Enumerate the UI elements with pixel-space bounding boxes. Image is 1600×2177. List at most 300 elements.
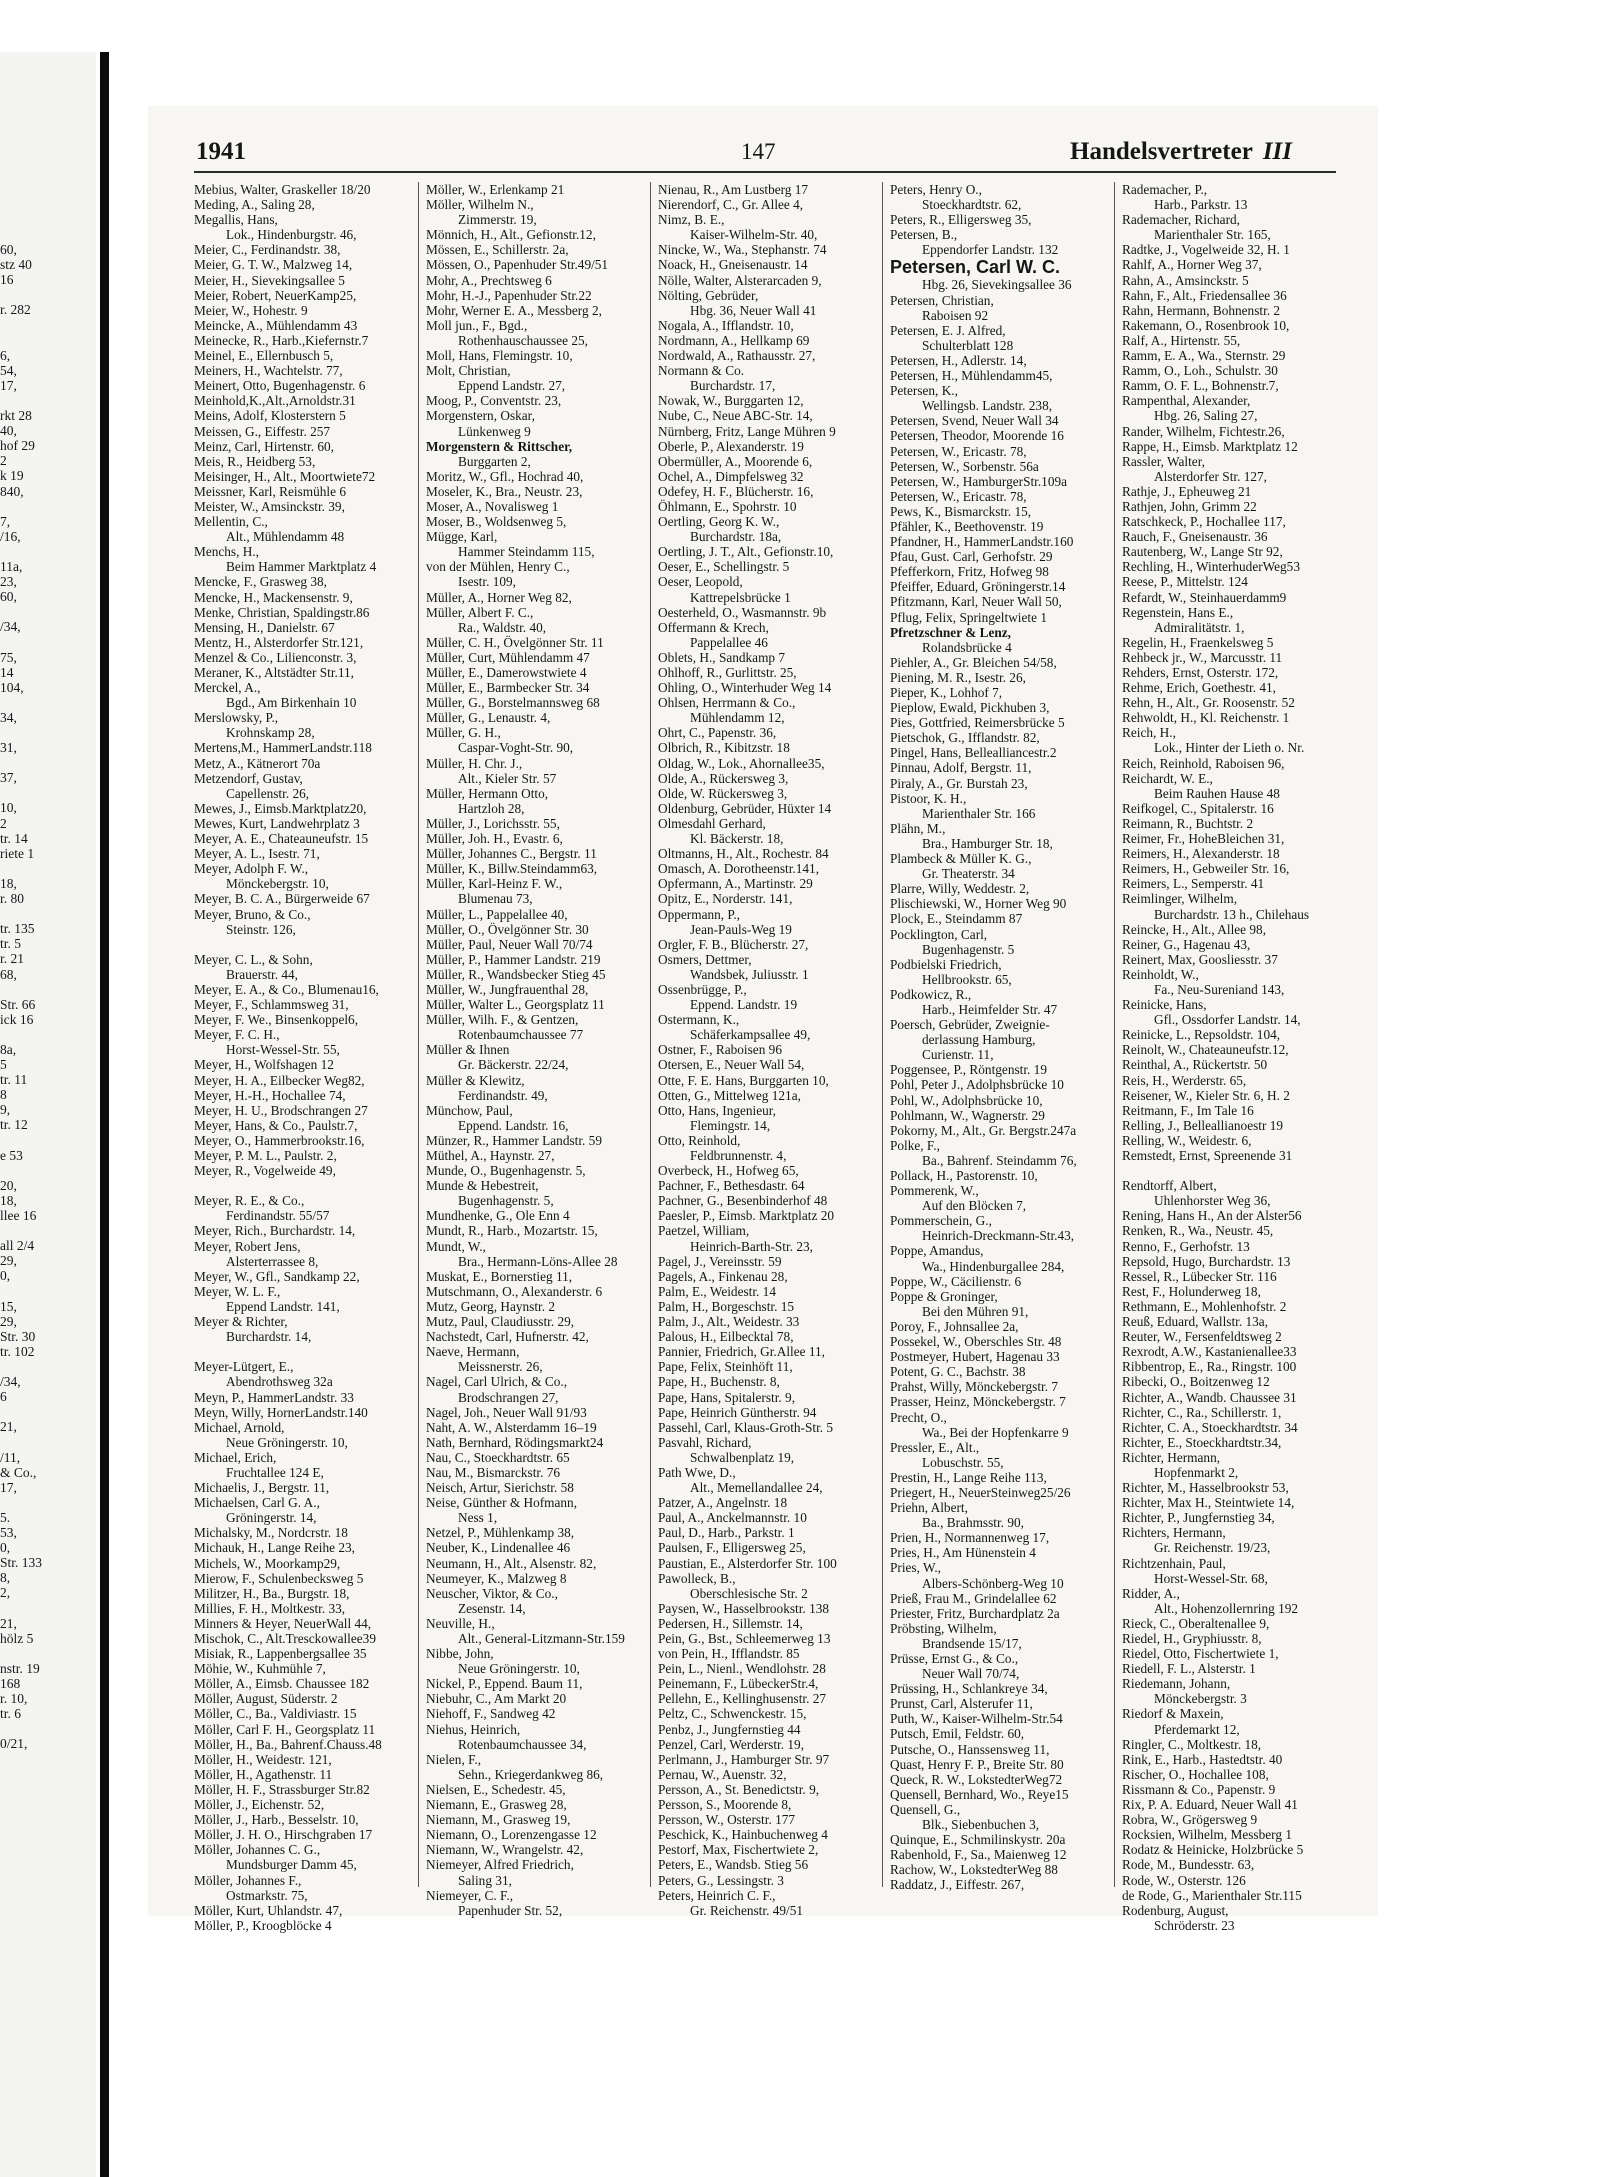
listing-entry: Müller, Walter L., Georgsplatz 11 [426,997,605,1013]
listing-continuation: Fruchtallee 124 E, [226,1464,324,1480]
listing-entry: Rampenthal, Alexander, [1122,393,1251,409]
listing-entry: Reich, H., [1122,725,1176,741]
listing-entry: Ridder, A., [1122,1585,1180,1601]
listing-entry: Mewes, J., Eimsb.Marktplatz20, [194,800,367,816]
facing-page-fragment [0,695,24,710]
listing-entry: Nielsen, E., Schedestr. 45, [426,1781,566,1797]
listing-continuation: Gr. Reichenstr. 19/23, [1154,1540,1271,1556]
listing-entry: Moll jun., F., Bgd., [426,317,528,333]
listing-entry: Möller, W., Erlenkamp 21 [426,182,565,197]
facing-page-fragment: tr. 135 [0,921,35,937]
listing-entry: Niemann, E., Grasweg 28, [426,1797,567,1813]
listing-entry: Reitmann, F., Im Tale 16 [1122,1102,1254,1118]
listing-entry: Prüssing, H., Schlankreye 34, [890,1681,1048,1697]
listing-entry: Reincke, H., Alt., Allee 98, [1122,921,1267,937]
listing-continuation: Abendrothsweg 32a [226,1374,333,1390]
listing-continuation: Lok., Hindenburgstr. 46, [226,227,357,243]
column-divider [882,182,883,1887]
listing-continuation: Blk., Siebenbuchen 3, [922,1817,1040,1833]
listing-entry: Meyer, R., Vogelweide 49, [194,1163,336,1179]
listing-entry: Ohling, O., Winterhuder Weg 14 [658,680,832,696]
facing-page-fragment: 2 [0,453,7,469]
listing-entry: Priehn, Albert, [890,1500,968,1516]
listing-continuation: Gröningerstr. 14, [226,1510,317,1526]
listing-entry: Reis, H., Werderstr. 65, [1122,1072,1247,1088]
listing-entry: Petersen, K., [890,383,958,399]
listing-entry: Putsch, Emil, Feldstr. 60, [890,1726,1025,1742]
facing-page-fragment [0,1495,24,1510]
listing-continuation: Rotenbaumchaussee 77 [458,1027,584,1043]
listing-continuation: Rotenbaumchaussee 34, [458,1736,587,1752]
listing-entry: Renken, R., Wa., Neustr. 45, [1122,1223,1274,1239]
listing-entry: Rahn, F., Alt., Friedensallee 36 [1122,287,1287,303]
listing-entry: Palm, E., Weidestr. 14 [658,1283,776,1299]
listing-entry: Obermüller, A., Moorende 6, [658,453,813,469]
listing-entry: Opitz, E., Norderstr. 141, [658,891,793,907]
facing-page-fragment: hölz 5 [0,1630,34,1646]
listing-continuation: Wa., Hindenburgallee 284, [922,1258,1065,1274]
listing-entry: Nagel, Joh., Neuer Wall 91/93 [426,1404,587,1420]
facing-page-fragment: & Co., [0,1464,37,1480]
listing-continuation: Wandsbek, Juliusstr. 1 [690,966,809,982]
listing-entry: Meinel, E., Ellernbusch 5, [194,348,334,364]
listing-continuation: Burggarten 2, [458,453,531,469]
listing-entry: Palous, H., Eilbecktal 78, [658,1329,794,1345]
listing-continuation: Flemingstr. 14, [690,1117,771,1133]
listing-entry: Möller, J., Eichenstr. 52, [194,1797,325,1813]
listing-entry: Mutz, Georg, Haynstr. 2 [426,1298,556,1314]
facing-page-fragment: Str. 66 [0,996,36,1012]
listing-entry: Nölle, Walter, Alsterarcaden 9, [658,272,822,288]
listing-entry: Petersen, B., [890,227,958,243]
listing-entry: Rethmann, E., Mohlenhofstr. 2 [1122,1298,1287,1314]
listing-entry: Paysen, W., Hasselbrookstr. 138 [658,1600,830,1616]
volume-number: III [1262,138,1292,165]
listing-entry: Richter, E., Stoeckhardtstr.34, [1122,1434,1282,1450]
listing-entry: Penbz, J., Jungfernstieg 44 [658,1721,801,1737]
listing-entry: Petersen, Theodor, Moorende 16 [890,428,1064,444]
facing-page-fragment: 15, [0,1298,17,1314]
listing-entry: Rischer, O., Hochallee 108, [1122,1766,1269,1782]
listing-entry: Pernau, W., Auenstr. 32, [658,1766,787,1782]
listing-entry: Prunst, Carl, Alsterufer 11, [890,1696,1033,1712]
listing-entry: Noack, H., Gneisenaustr. 14 [658,257,808,273]
listing-continuation: Bra., Hermann-Löns-Allee 28 [458,1253,618,1269]
listing-entry: Pokorny, M., Alt., Gr. Bergstr.247a [890,1122,1077,1138]
listing-entry: Nogala, A., Ifflandstr. 10, [658,317,794,333]
listing-entry: Oblets, H., Sandkamp 7 [658,649,786,665]
listing-entry: Poggensee, P., Röntgenstr. 19 [890,1062,1047,1078]
listing-entry: Ribbentrop, E., Ra., Ringstr. 100 [1122,1359,1297,1375]
facing-page-fragment: 17, [0,377,17,393]
listing-entry: Quensell, G., [890,1801,961,1817]
listing-entry: Peltz, C., Schwenckestr. 15, [658,1706,807,1722]
listing-entry: Reimer, Fr., HoheBleichen 31, [1122,831,1285,847]
listing-entry: Nau, M., Bismarckstr. 76 [426,1464,561,1480]
listing-continuation: Isestr. 109, [458,574,516,590]
listing-entry: Polke, F., [890,1137,940,1153]
listing-continuation: Curienstr. 11, [922,1047,994,1063]
listing-entry: Pachner, G., Besenbinderhof 48 [658,1193,828,1209]
listing-continuation: Kaiser-Wilhelm-Str. 40, [690,227,818,243]
listing-entry: Piening, M. R., Isestr. 26, [890,669,1026,685]
facing-page-fragment: 2, [0,1585,11,1601]
facing-page-fragment: 37, [0,770,17,786]
facing-page-fragment [0,1283,24,1298]
listing-entry: Pinnau, Adolf, Bergstr. 11, [890,760,1032,776]
facing-page-fragment [0,725,24,740]
listing-continuation: Steinstr. 126, [226,921,296,937]
listing-entry: Münzer, R., Hammer Landstr. 59 [426,1132,602,1148]
listing-entry: Plambeck & Müller K. G., [890,851,1032,867]
listing-entry: Möller, A., Eimsb. Chaussee 182 [194,1676,370,1692]
listing-entry: Menzel & Co., Lilienconstr. 3, [194,649,357,665]
listing-entry: Möller, P., Kroogblöcke 4 [194,1917,332,1933]
listing-entry: Michalsky, M., Nordcrstr. 18 [194,1525,348,1541]
listing-entry: Pfefferkorn, Fritz, Hofweg 98 [890,564,1049,580]
facing-page-fragment: 0/21, [0,1736,28,1752]
listing-entry: Michael, Arnold, [194,1419,285,1435]
listing-entry: Ribecki, O., Boitzenweg 12 [1122,1374,1270,1390]
listing-continuation: Pferdemarkt 12, [1154,1721,1240,1737]
listing-entry: Mohr, A., Prechtsweg 6 [426,272,552,288]
listing-entry: Riedel, H., Gryphiusstr. 8, [1122,1631,1262,1646]
listing-entry: Quensell, Bernhard, Wo., Reye15 [890,1786,1069,1802]
listing-continuation: Fa., Neu-Sureniand 143, [1154,981,1285,997]
listing-entry: Meis, R., Heidberg 53, [194,453,316,469]
listing-entry: Müller, L., Pappelallee 40, [426,906,568,922]
listing-continuation: Kl. Bäckerstr. 18, [690,831,784,847]
facing-page-fragment [0,1359,24,1374]
listing-entry: Rachow, W., LokstedterWeg 88 [890,1862,1058,1878]
facing-page-fragment: riete 1 [0,845,35,861]
listing-entry: Oeser, Leopold, [658,574,743,590]
listing-entry: Merslowsky, P., [194,710,279,726]
listing-entry: Pohlmann, W., Wagnerstr. 29 [890,1107,1045,1123]
listing-entry: Mierow, F., Schulenbecksweg 5 [194,1570,364,1586]
listing-entry: Nagel, Carl Ulrich, & Co., [426,1374,568,1390]
listing-entry: Ramm, O. F. L., Bohnenstr.7, [1122,378,1279,394]
listing-entry: Pocklington, Carl, [890,926,988,942]
listing-entry: Münchow, Paul, [426,1102,513,1118]
listing-entry: Pohl, W., Adolphsbrücke 10, [890,1092,1043,1108]
listing-entry: Peters, Heinrich C. F., [658,1887,776,1903]
listing-entry: Pommerenk, W., [890,1183,979,1199]
listing-entry: Palm, J., Alt., Weidestr. 33 [658,1314,800,1330]
listing-continuation: Admiralitätstr. 1, [1154,619,1245,635]
listing-entry: Reese, P., Mittelstr. 124 [1122,574,1248,590]
listing-entry: Olbrich, R., Kibitzstr. 18 [658,740,790,756]
listing-entry: Müller, W., Jungfrauenthal 28, [426,981,589,997]
listing-entry: Ramm, E. A., Wa., Sternstr. 29 [1122,348,1286,364]
listing-entry: Nordwald, A., Rathausstr. 27, [658,348,816,364]
listing-entry: Rakemann, O., Rosenbrook 10, [1122,317,1290,333]
listing-continuation: Ostmarkstr. 75, [226,1887,308,1903]
listing-entry: Reinicke, L., Repsoldstr. 104, [1122,1027,1281,1043]
facing-page-fragment [0,1434,24,1449]
listing-entry: Müller, A., Horner Weg 82, [426,589,572,605]
listing-entry: Richtzenhain, Paul, [1122,1555,1226,1571]
listing-entry: Piehler, A., Gr. Bleichen 54/58, [890,654,1057,670]
listing-entry: Relling, W., Weidestr. 6, [1122,1132,1252,1148]
listing-entry: Niehus, Heinrich, [426,1721,521,1737]
listing-continuation: Bra., Hamburger Str. 18, [922,835,1053,851]
listing-entry: Möller, H. F., Strassburger Str.82 [194,1781,370,1797]
listing-entry: Pröbsting, Wilhelm, [890,1620,997,1636]
listing-entry: Rehwoldt, H., Kl. Reichenstr. 1 [1122,710,1290,726]
listing-entry: Peters, R., Elligersweg 35, [890,212,1032,228]
listing-continuation: Beim Rauhen Hause 48 [1154,785,1280,801]
listing-entry: Pflug, Felix, Springeltwiete 1 [890,609,1047,625]
listing-entry: von Pein, H., Ifflandstr. 85 [658,1646,800,1662]
listing-entry: Michels, W., Moorkamp29, [194,1555,341,1571]
facing-page-fragment: Str. 30 [0,1328,36,1344]
listing-entry: Meyer, O., Hammerbrookstr.16, [194,1132,365,1148]
listing-continuation: Lok., Hinter der Lieth o. Nr. [1154,740,1305,756]
listing-entry: Mutschmann, O., Alexanderstr. 6 [426,1283,603,1299]
listing-entry: Queck, R. W., LokstedterWeg72 [890,1771,1063,1787]
facing-page-fragment: tr. 12 [0,1117,28,1133]
listing-entry: Neisch, Artur, Sierichstr. 58 [426,1480,574,1496]
facing-page-fragment [0,499,24,514]
facing-page-fragment [0,544,24,559]
listing-entry: Niebuhr, C., Am Markt 20 [426,1691,567,1707]
listing-entry: Pape, Felix, Steinhöft 11, [658,1359,793,1375]
facing-page-fragment: 6 [0,1389,7,1405]
listing-entry: Megallis, Hans, [194,212,278,228]
listing-entry: Paesler, P., Eimsb. Marktplatz 20 [658,1208,834,1224]
listing-entry: Regelin, H., Fraenkelsweg 5 [1122,634,1274,650]
listing-entry: Nordmann, A., Hellkamp 69 [658,332,810,348]
facing-page-fragment: 60, [0,589,17,605]
listing-entry: Munde, O., Bugenhagenstr. 5, [426,1163,586,1179]
listing-entry: Meinz, Carl, Hirtenstr. 60, [194,438,334,454]
listing-continuation: Uhlenhorster Weg 36, [1154,1193,1271,1209]
listing-entry: Reinthal, A., Rückertstr. 50 [1122,1057,1268,1073]
facing-page-fragment: llee 16 [0,1208,37,1223]
listing-continuation: Alsterdorfer Str. 127, [1154,468,1268,484]
header-year: 1941 [196,138,246,165]
listing-entry: Richter, C. A., Stoeckhardtstr. 34 [1122,1419,1298,1435]
listing-entry: Poppe, W., Cäcilienstr. 6 [890,1273,1022,1289]
listing-entry: Ohlhoff, R., Gurlittstr. 25, [658,665,797,680]
listing-entry: Pieper, K., Lohhof 7, [890,685,1003,700]
listing-entry: Raddatz, J., Eiffestr. 267, [890,1877,1025,1893]
listing-entry: Müller, Johannes C., Bergstr. 11 [426,846,597,862]
facing-page-fragment [0,1721,24,1736]
listing-entry: Richter, A., Wandb. Chaussee 31 [1122,1389,1297,1405]
listing-continuation: Hammer Steindamm 115, [458,544,595,560]
facing-page-fragment: 10, [0,800,17,816]
listing-entry: Möller, Wilhelm N., [426,197,534,213]
listing-entry: Reinicke, Hans, [1122,997,1207,1013]
listing-entry: Riedorf & Maxein, [1122,1706,1224,1722]
listing-entry: Meyer, Robert Jens, [194,1238,301,1254]
listing-entry: Repsold, Hugo, Burchardstr. 13 [1122,1253,1291,1269]
facing-page-fragment: 0, [0,1268,11,1284]
listing-entry: Remstedt, Ernst, Spreenende 31 [1122,1148,1293,1163]
listing-entry: Pachner, F., Bethesdastr. 64 [658,1178,805,1194]
listing-entry: Rappe, H., Eimsb. Marktplatz 12 [1122,438,1298,454]
listing-continuation: Gr. Bäckerstr. 22/24, [458,1057,569,1073]
listing-entry: Plarre, Willy, Weddestr. 2, [890,881,1030,897]
listing-continuation: Alt., Mühlendamm 48 [226,529,345,545]
directory-column-3 [658,182,876,1918]
listing-entry: Ohlsen, Herrmann & Co., [658,695,796,711]
listing-entry: Merckel, A., [194,680,261,696]
section-title [1070,138,1292,166]
facing-page-fragment: tr. 11 [0,1072,28,1088]
listing-entry: Pellehn, E., Kellinghusenstr. 27 [658,1691,827,1707]
listing-entry: Pietschok, G., Ifflandstr. 82, [890,730,1040,746]
facing-page-fragment [0,1223,24,1238]
listing-entry: Riedemann, Johann, [1122,1676,1231,1692]
listing-entry: Petersen, W., Sorbenstr. 56a [890,458,1039,474]
listing-continuation: Auf den Blöcken 7, [922,1198,1027,1214]
listing-entry: Mewes, Kurt, Landwehrplatz 3 [194,815,360,831]
listing-entry: Meier, C., Ferdinandstr. 38, [194,242,341,258]
listing-continuation: Ba., Brahmsstr. 90, [922,1515,1024,1531]
listing-entry: Möller, Johannes F., [194,1872,302,1888]
listing-entry: Pfau, Gust. Carl, Gerhofstr. 29 [890,549,1053,565]
listing-continuation: Ferdinandstr. 49, [458,1087,548,1103]
listing-entry: Precht, O., [890,1409,947,1425]
listing-entry: Pein, L., Nienl., Wendlohstr. 28 [658,1661,826,1677]
listing-entry: Reifkogel, C., Spitalerstr. 16 [1122,800,1274,816]
listing-entry: Pestorf, Max, Fischertwiete 2, [658,1842,819,1858]
facing-page-fragment [0,785,24,800]
listing-entry: Rexrodt, A.W., Kastanienallee33 [1122,1344,1297,1360]
listing-entry: Poroy, F., Johnsallee 2a, [890,1318,1019,1334]
listing-entry: Mertens,M., HammerLandstr.118 [194,740,372,756]
listing-entry: Möller, Carl F. H., Georgsplatz 11 [194,1721,376,1737]
listing-entry: Mencke, F., Grasweg 38, [194,574,327,590]
listing-continuation: Hbg. 36, Neuer Wall 41 [690,302,817,318]
listing-entry: Ostner, F., Raboisen 96 [658,1042,782,1058]
listing-continuation: Mühlendamm 12, [690,710,785,726]
listing-continuation: Hopfenmarkt 2, [1154,1464,1239,1480]
listing-entry: Poersch, Gebrüder, Zweignie- [890,1017,1050,1033]
listing-entry: Meyer, H., Wolfshagen 12 [194,1057,334,1073]
listing-entry: Meyer, H. A., Eilbecker Weg82, [194,1072,365,1088]
listing-entry: Pape, H., Buchenstr. 8, [658,1374,780,1390]
listing-entry: Prüsse, Ernst G., & Co., [890,1651,1019,1666]
listing-continuation: Horst-Wessel-Str. 55, [226,1042,340,1058]
listing-entry: Reimers, H., Alexanderstr. 18 [1122,846,1280,862]
facing-page-fragment: 18, [0,1192,17,1208]
listing-entry: Passehl, Carl, Klaus-Groth-Str. 5 [658,1419,834,1435]
facing-page-fragment: 68, [0,966,17,982]
listing-entry: Ressel, R., Lübecker Str. 116 [1122,1268,1277,1284]
listing-entry: Richters, Hermann, [1122,1525,1226,1541]
facing-page-fragment: 17, [0,1479,17,1495]
listing-entry: Pollack, H., Pastorenstr. 10, [890,1168,1038,1183]
listing-entry: Poppe & Groninger, [890,1288,998,1304]
listing-entry: Möller, C., Ba., Valdiviastr. 15 [194,1706,357,1722]
listing-entry: Niemann, W., Wrangelstr. 42, [426,1842,584,1858]
facing-page-fragment: 18, [0,875,17,891]
listing-entry: Pries, H., Am Hünenstein 4 [890,1545,1036,1561]
listing-continuation: Eppendorfer Landstr. 132 [922,242,1059,258]
listing-continuation: Blumenau 73, [458,891,533,907]
listing-entry: Meyn, Willy, HornerLandstr.140 [194,1404,368,1420]
facing-page-fragment [0,333,24,348]
listing-entry: Paetzel, William, [658,1223,750,1239]
listing-entry: Peinemann, F., LübeckerStr.4, [658,1676,819,1692]
listing-entry: Richter, P., Jungfernstieg 34, [1122,1510,1275,1526]
listing-entry: Pingel, Hans, Bellealliancestr.2 [890,745,1057,761]
facing-page-fragment: 14 [0,664,14,680]
listing-entry: Pape, Heinrich Güntherstr. 94 [658,1404,817,1420]
listing-entry: Müller, Wilh. F., & Gentzen, [426,1012,579,1028]
facing-page-fragment [0,1600,24,1615]
facing-page-fragment: k 19 [0,468,24,484]
listing-entry: Meyer, H. U., Brodschrangen 27 [194,1102,368,1118]
listing-entry: Moser, B., Woldsenweg 5, [426,514,567,530]
listing-continuation: Alt., Kieler Str. 57 [458,770,557,786]
listing-entry: Meyer, R. E., & Co., [194,1193,305,1209]
listing-continuation: Zimmerstr. 19, [458,212,537,228]
listing-entry: Ramm, O., Loh., Schulstr. 30 [1122,363,1278,379]
listing-entry: Oberle, P., Alexanderstr. 19 [658,438,804,454]
facing-page-fragment: 75, [0,649,17,665]
listing-entry: Mebius, Walter, Graskeller 18/20 [194,182,371,197]
listing-entry: Meyer, F., Schlammsweg 31, [194,997,349,1013]
listing-entry: Patzer, A., Angelnstr. 18 [658,1495,788,1511]
listing-entry: Neumeyer, K., Malzweg 8 [426,1570,567,1586]
listing-entry: Otten, G., Mittelweg 121a, [658,1087,801,1103]
listing-entry: Möller, H., Weidestr. 121, [194,1751,332,1767]
listing-entry: Meiners, H., Wachtelstr. 77, [194,363,343,379]
facing-page-fragment: 40, [0,423,17,439]
listing-entry: Plock, E., Steindamm 87 [890,911,1023,927]
listing-entry: Peters, E., Wandsb. Stieg 56 [658,1857,809,1873]
facing-page-fragment: 8a, [0,1041,17,1057]
listing-continuation: Alt., Hohenzollernring 192 [1154,1600,1299,1616]
listing-entry: Neise, Günther & Hofmann, [426,1495,578,1511]
listing-entry: Munde & Hebestreit, [426,1178,539,1194]
listing-entry: Mössen, O., Papenhuder Str.49/51 [426,257,609,273]
listing-entry: Rander, Wilhelm, Fichtestr.26, [1122,423,1285,439]
listing-entry: Reimann, R., Buchtstr. 2 [1122,815,1254,831]
listing-entry: Petersen, Svend, Neuer Wall 34 [890,413,1059,429]
listing-entry: Path Wwe, D., [658,1464,736,1480]
listing-continuation: Schulterblatt 128 [922,337,1014,353]
listing-continuation: Oberschlesische Str. 2 [690,1585,808,1601]
listing-entry: Petersen, W., Ericastr. 78, [890,443,1027,459]
facing-page-fragment: /34, [0,1374,21,1390]
listing-continuation: Neue Gröningerstr. 10, [458,1661,580,1677]
listing-entry: Oppermann, P., [658,906,740,922]
listing-entry: Meyer, H.-H., Hochallee 74, [194,1087,346,1103]
listing-entry: Piraly, A., Gr. Burstah 23, [890,775,1028,791]
facing-page-fragment: nstr. 19 [0,1660,40,1676]
listing-entry: Meier, Robert, NeuerKamp25, [194,287,357,303]
facing-page-fragment: tr. 102 [0,1343,35,1359]
listing-entry: Pein, G., Bst., Schleemerweg 13 [658,1631,831,1646]
listing-entry: Meier, W., Hohestr. 9 [194,302,308,318]
listing-entry: Omasch, A. Dorotheenstr.141, [658,861,820,877]
listing-continuation: Capellenstr. 26, [226,785,310,801]
listing-entry: Meyer, A. L., Isestr. 71, [194,846,320,862]
listing-entry: Müller, Karl-Heinz F. W., [426,876,563,892]
listing-entry: Nickel, P., Eppend. Baum 11, [426,1676,583,1692]
listing-entry: Oesterheld, O., Wasmannstr. 9b [658,604,827,620]
listing-entry: Otte, F. E. Hans, Burggarten 10, [658,1072,829,1088]
listing-entry: Putsche, O., Hanssensweg 11, [890,1741,1050,1757]
listing-entry: Rocksien, Wilhelm, Messberg 1 [1122,1827,1292,1843]
listing-entry: Müller, E., Barmbecker Str. 34 [426,680,590,696]
